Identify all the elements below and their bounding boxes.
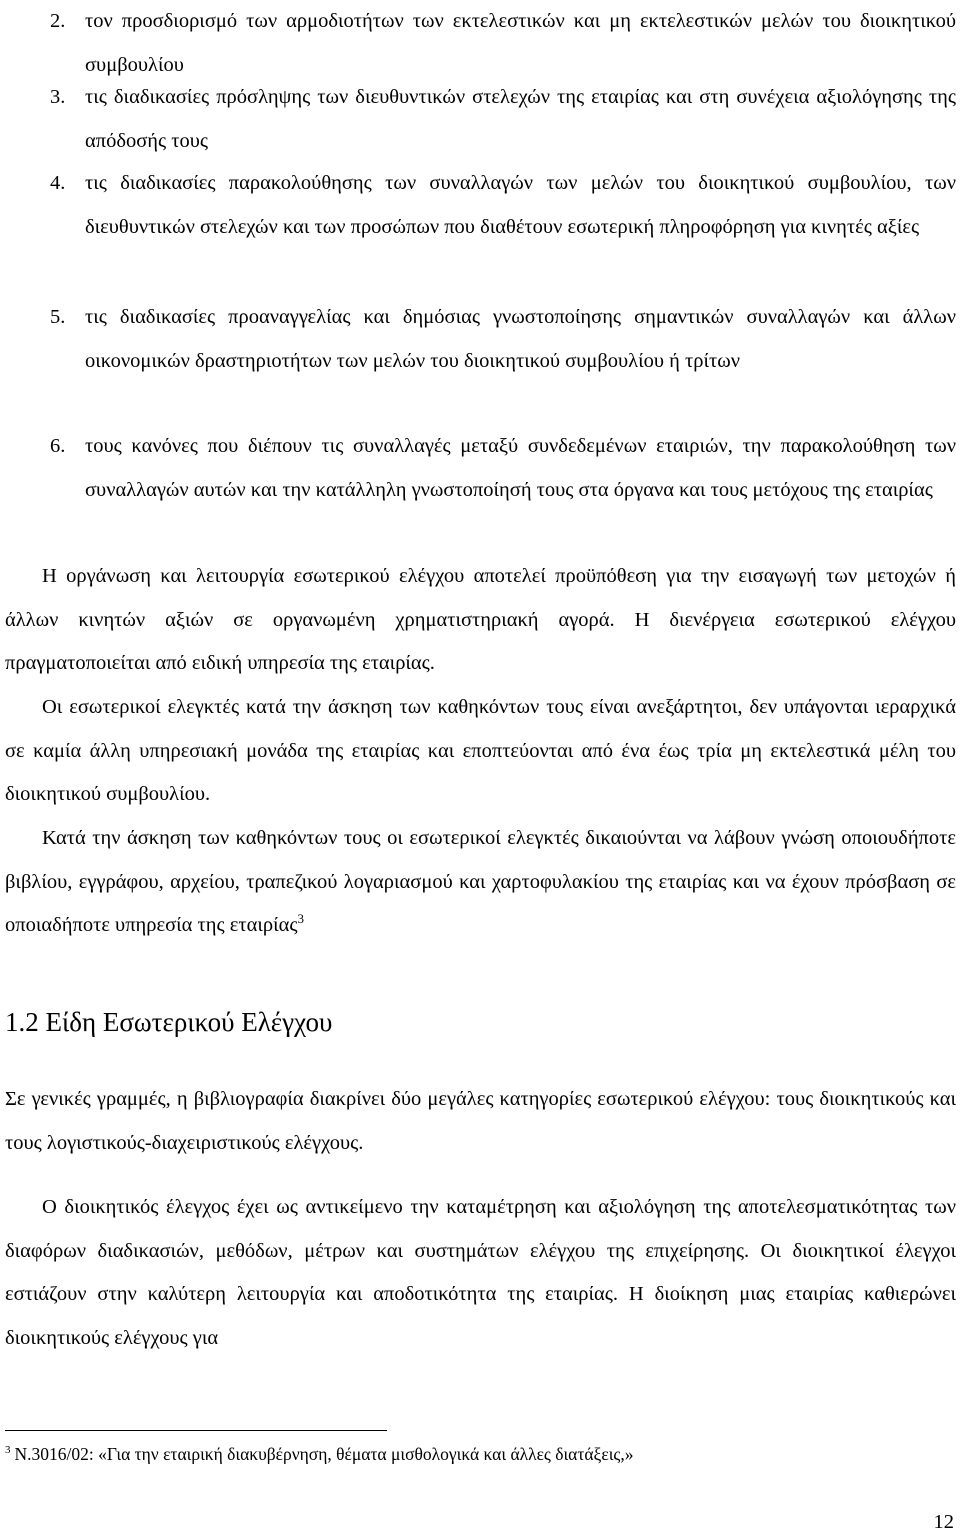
list-item bbox=[0, 162, 960, 249]
list-item-number: 2. bbox=[50, 10, 66, 32]
list-item-number: 6. bbox=[50, 435, 66, 457]
list-item-text: τους κανόνες που διέπουν τις συναλλαγές μεταξύ συνδεδεμένων εταιριών, την παρακολούθηση των συναλλαγών αυτών και την κατάλληλη γνωστοποίησή τους στα όργανα και τους μετόχους της εταιρίας bbox=[85, 435, 956, 501]
list-item-number: 3. bbox=[50, 86, 66, 108]
section-heading: 1.2 Είδη Εσωτερικού Ελέγχου bbox=[5, 1007, 333, 1037]
footnote-text: Ν.3016/02: «Για την εταιρική διακυβέρνηση, θέματα μισθολογικά και άλλες διατάξεις,» bbox=[14, 1444, 634, 1464]
footnote bbox=[5, 1442, 633, 1466]
footnote-number: 3 bbox=[5, 1444, 11, 1457]
list-item bbox=[0, 0, 960, 87]
list-item-number: 5. bbox=[50, 306, 66, 328]
list-item-text: τον προσδιορισμό των αρμοδιοτήτων των εκτελεστικών και μη εκτελεστικών μελών του διοικητικού συμβουλίου bbox=[85, 10, 956, 76]
paragraph bbox=[5, 817, 956, 948]
page-number: 12 bbox=[933, 1511, 954, 1533]
list-item bbox=[0, 76, 960, 163]
list-item bbox=[0, 425, 960, 512]
paragraph-text: Κατά την άσκηση των καθηκόντων τους οι εσωτερικοί ελεγκτές δικαιούνται να λάβουν γνώση οποιουδήποτε βιβλίου, εγγράφου, αρχείου, τραπεζικού λογαριασμού και χαρτοφυλακίου της εταιρίας και να έχουν πρόσβαση σε οποιαδήποτε υπηρεσία της εταιρίας bbox=[5, 827, 956, 936]
list-item bbox=[0, 296, 960, 383]
paragraph: Σε γενικές γραμμές, η βιβλιογραφία διακρίνει δύο μεγάλες κατηγορίες εσωτερικού ελέγχου: τους διοικητικούς και τους λογιστικούς-διαχειριστικούς ελέγχους. bbox=[5, 1088, 956, 1154]
footnote-divider bbox=[5, 1430, 387, 1431]
list-item-number: 4. bbox=[50, 172, 66, 194]
list-item-text: τις διαδικασίες πρόσληψης των διευθυντικών στελεχών της εταιρίας και στη συνέχεια αξιολόγησης της απόδοσής τους bbox=[85, 86, 956, 152]
paragraph: Η οργάνωση και λειτουργία εσωτερικού ελέγχου αποτελεί προϋπόθεση για την εισαγωγή των μετοχών ή άλλων κινητών αξιών σε οργανωμένη χρηματιστηριακή αγορά. Η διενέργεια εσωτερικού ελέγχου πραγματοποιείται από ειδική υπηρεσία της εταιρίας. bbox=[5, 565, 956, 674]
paragraph: Ο διοικητικός έλεγχος έχει ως αντικείμενο την καταμέτρηση και αξιολόγηση της αποτελεσματικότητας των διαφόρων διαδικασιών, μεθόδων, μέτρων και συστημάτων ελέγχου της επιχείρησης. Οι διοικητικοί έλεγχοι εστιάζουν στην καλύτερη λειτουργία και αποδοτικότητα της εταιρίας. Η διοίκηση μιας εταιρίας καθιερώνει διοικητικούς ελέγχους για bbox=[5, 1196, 956, 1349]
list-item-text: τις διαδικασίες προαναγγελίας και δημόσιας γνωστοποίησης σημαντικών συναλλαγών και άλλων οικονομικών δραστηριοτήτων των μελών του διοικητικού συμβουλίου ή τρίτων bbox=[85, 306, 956, 372]
footnote-reference[interactable]: 3 bbox=[297, 911, 304, 927]
paragraph: Οι εσωτερικοί ελεγκτές κατά την άσκηση των καθηκόντων τους είναι ανεξάρτητοι, δεν υπάγονται ιεραρχικά σε καμία άλλη υπηρεσιακή μονάδα της εταιρίας και εποπτεύονται από ένα έως τρία μη εκτελεστικά μέλη του διοικητικού συμβουλίου. bbox=[5, 696, 956, 805]
list-item-text: τις διαδικασίες παρακολούθησης των συναλλαγών των μελών του διοικητικού συμβουλίου, των διευθυντικών στελεχών και των προσώπων που διαθέτουν εσωτερική πληροφόρηση για κινητές αξίες bbox=[85, 172, 956, 238]
